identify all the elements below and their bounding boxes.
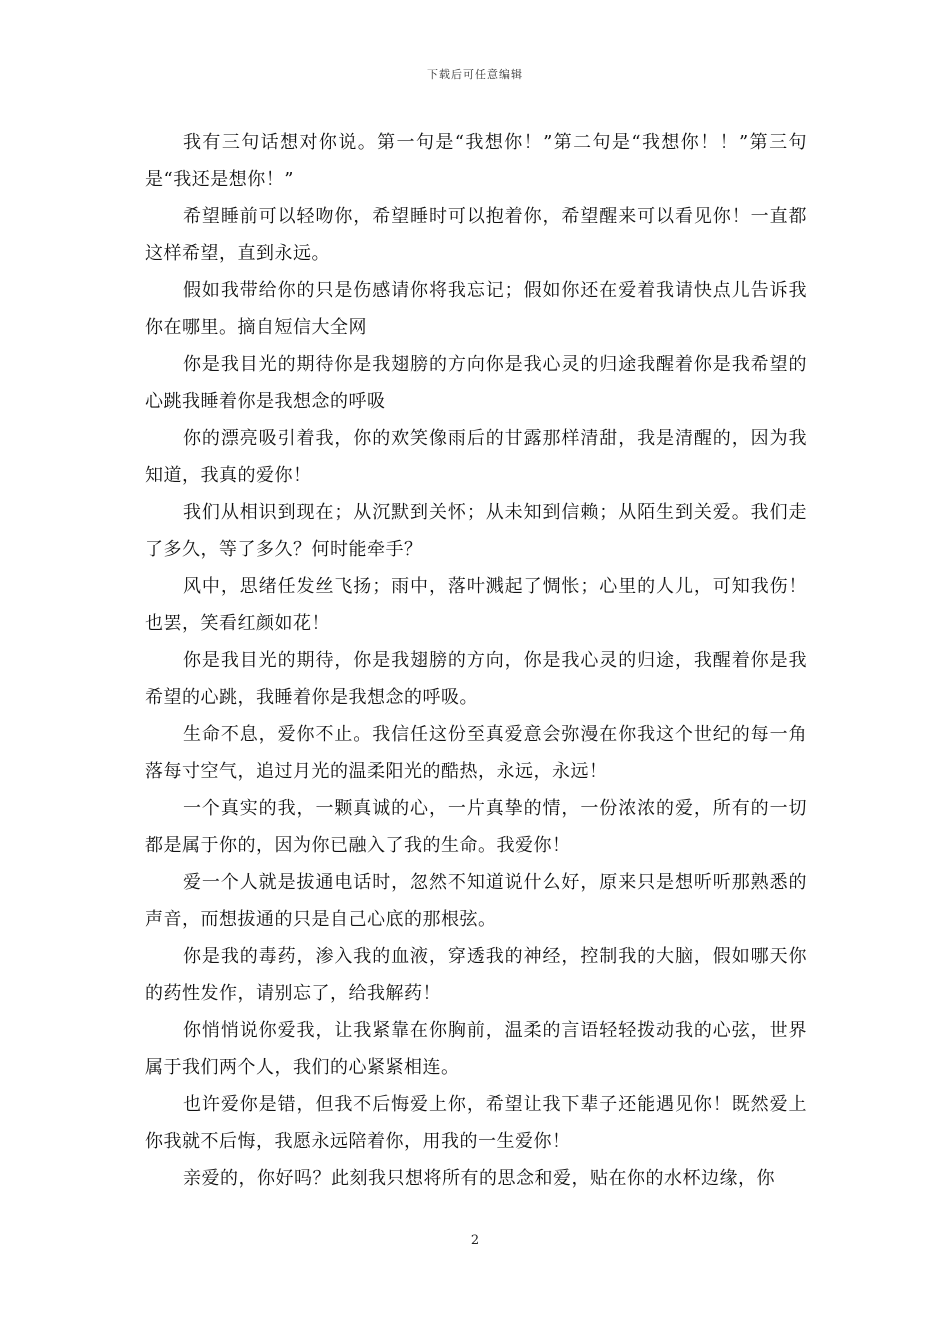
page-header: 下载后可任意编辑 — [427, 68, 523, 81]
document-body — [145, 124, 807, 1197]
paragraph: 风中，思绪任发丝飞扬；雨中，落叶溅起了惆怅；心里的人儿，可知我伤！也罢，笑看红颜如花！ — [145, 576, 807, 634]
paragraph: 爱一个人就是拔通电话时，忽然不知道说什么好，原来只是想听听那熟悉的声音，而想拔通的只是自己心底的那根弦。 — [145, 872, 807, 930]
paragraph: 你的漂亮吸引着我，你的欢笑像雨后的甘露那样清甜，我是清醒的，因为我知道，我真的爱你！ — [145, 428, 807, 486]
page-number: 2 — [470, 1233, 480, 1248]
paragraph: 亲爱的，你好吗？此刻我只想将所有的思念和爱，贴在你的水杯边缘，你 — [183, 1168, 775, 1189]
paragraph: 也许爱你是错，但我不后悔爱上你，希望让我下辈子还能遇见你！既然爱上你我就不后悔，我愿永远陪着你，用我的一生爱你！ — [145, 1094, 807, 1152]
paragraph: 假如我带给你的只是伤感请你将我忘记；假如你还在爱着我请快点儿告诉我你在哪里。摘自短信大全网 — [145, 280, 807, 338]
paragraph: 一个真实的我，一颗真诚的心，一片真挚的情，一份浓浓的爱，所有的一切都是属于你的，因为你已融入了我的生命。我爱你！ — [145, 798, 807, 856]
paragraph: 生命不息，爱你不止。我信任这份至真爱意会弥漫在你我这个世纪的每一角落每寸空气，追过月光的温柔阳光的酷热，永远，永远！ — [145, 724, 807, 782]
paragraph: 我有三句话想对你说。第一句是“我想你！”第二句是“我想你！！”第三句是“我还是想你！” — [145, 132, 807, 190]
paragraph: 你是我目光的期待你是我翅膀的方向你是我心灵的归途我醒着你是我希望的心跳我睡着你是我想念的呼吸 — [145, 354, 807, 412]
paragraph: 我们从相识到现在；从沉默到关怀；从未知到信赖；从陌生到关爱。我们走了多久，等了多久？何时能牵手？ — [145, 502, 807, 560]
paragraph: 你是我目光的期待，你是我翅膀的方向，你是我心灵的归途，我醒着你是我希望的心跳，我睡着你是我想念的呼吸。 — [145, 650, 807, 708]
paragraph: 你悄悄说你爱我，让我紧靠在你胸前，温柔的言语轻轻拨动我的心弦，世界属于我们两个人，我们的心紧紧相连。 — [145, 1020, 807, 1078]
paragraph: 希望睡前可以轻吻你，希望睡时可以抱着你，希望醒来可以看见你！一直都这样希望，直到永远。 — [145, 206, 807, 264]
paragraph: 你是我的毒药，渗入我的血液，穿透我的神经，控制我的大脑，假如哪天你的药性发作，请别忘了，给我解药！ — [145, 946, 807, 1004]
